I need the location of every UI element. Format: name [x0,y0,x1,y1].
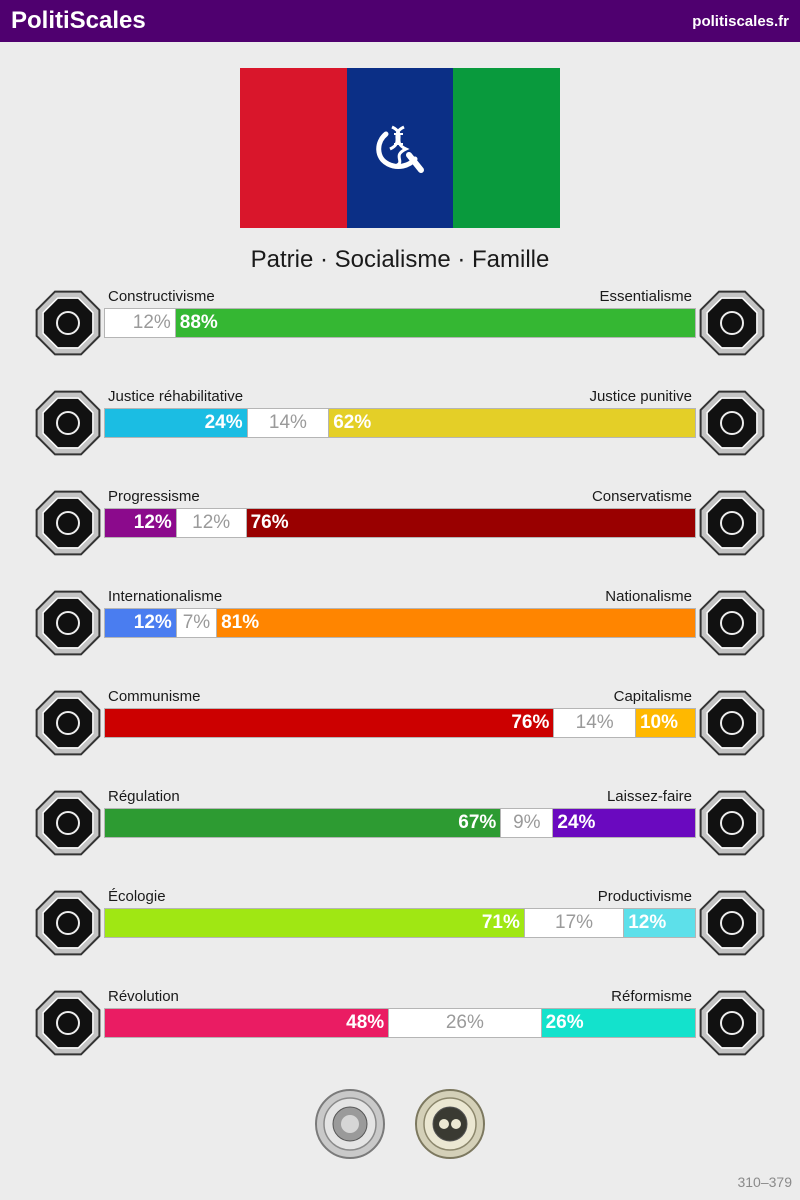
axis-neutral-segment: 26% [388,1009,541,1037]
flag-icon [696,587,768,659]
axis-right-label: Nationalisme [605,588,692,605]
slogan: Patrie · Socialisme · Famille [250,246,550,273]
axis-left-segment: 24% [105,409,247,437]
axis-right-label: Conservatisme [591,488,692,505]
flag-stripe-blue [347,68,454,228]
axis-right-label: Réformisme [611,988,692,1005]
revolution-icon [32,987,104,1059]
flag-stripe-red [240,68,347,228]
site-link[interactable]: politiscales.fr [692,13,789,30]
constructivism-icon [32,287,104,359]
conservatism-icon [696,487,768,559]
flag-stripe-green [453,68,560,228]
flag [240,68,560,228]
axis-bar [104,408,696,438]
axis-bar [104,1008,696,1038]
header-bar [0,0,800,42]
axis-left-segment: 12% [105,309,176,337]
axis-right-segment: 76% [247,509,695,537]
hammer-sickle-icon [32,687,104,759]
axis-right-label: Justice punitive [589,388,692,405]
axis-left-label: Progressisme [108,488,200,505]
axis-row [0,788,800,868]
ruler-square-icon [32,787,104,859]
prison-bars-icon [696,387,768,459]
axis-neutral-segment: 12% [176,509,247,537]
axis-left-segment: 12% [105,509,176,537]
axis-neutral-segment: 14% [247,409,330,437]
axis-row [0,488,800,568]
axis-left-segment: 76% [105,709,553,737]
axis-neutral-segment: 14% [553,709,636,737]
axis-left-label: Écologie [108,888,166,905]
axis-bar [104,308,696,338]
axis-neutral-segment: 17% [524,909,624,937]
sprout-icon [32,887,104,959]
axis-right-label: Laissez-faire [606,788,692,805]
axis-row [0,988,800,1068]
axis-bar [104,808,696,838]
globe-icon [32,587,104,659]
axis-left-segment: 71% [105,909,524,937]
axis-right-label: Productivisme [597,888,692,905]
axis-right-segment: 26% [542,1009,695,1037]
axis-left-segment: 48% [105,1009,388,1037]
axis-right-segment: 10% [636,709,695,737]
axis-bar [104,708,696,738]
seal-badge-silver[interactable] [314,1088,386,1160]
axis-right-label: Essentialisme [599,288,692,305]
butterfly-icon [696,787,768,859]
axis-neutral-segment: 7% [176,609,217,637]
axis-bar [104,508,696,538]
axis-bar [104,908,696,938]
hammer-sickle-dna-emblem-icon [371,118,429,176]
axis-row [0,888,800,968]
axis-row [0,588,800,668]
axis-right-segment: 62% [329,409,695,437]
axis-right-segment: 81% [217,609,695,637]
axis-left-label: Internationalisme [108,588,223,605]
axis-left-segment: 12% [105,609,176,637]
gear-icon [696,887,768,959]
axis-row [0,388,800,468]
progressism-icon [32,487,104,559]
axis-bar [104,608,696,638]
axis-right-segment: 12% [624,909,695,937]
money-bag-icon [696,687,768,759]
axis-row [0,688,800,768]
axis-left-label: Régulation [108,788,180,805]
axis-left-label: Constructivisme [108,288,215,305]
seal-badge-gold[interactable] [414,1088,486,1160]
app-title[interactable]: PolitiScales [11,7,146,34]
axis-neutral-segment: 9% [500,809,553,837]
axis-right-segment: 24% [553,809,695,837]
axis-left-segment: 67% [105,809,500,837]
result-code: 310–379 [737,1174,792,1190]
axis-right-segment: 88% [176,309,695,337]
axis-left-label: Communisme [108,688,201,705]
essentialism-icon [696,287,768,359]
axis-left-label: Justice réhabilitative [108,388,244,405]
axis-left-label: Révolution [108,988,179,1005]
handshake-icon [32,387,104,459]
reformism-icon [696,987,768,1059]
axis-right-label: Capitalisme [613,688,692,705]
axis-row [0,288,800,368]
